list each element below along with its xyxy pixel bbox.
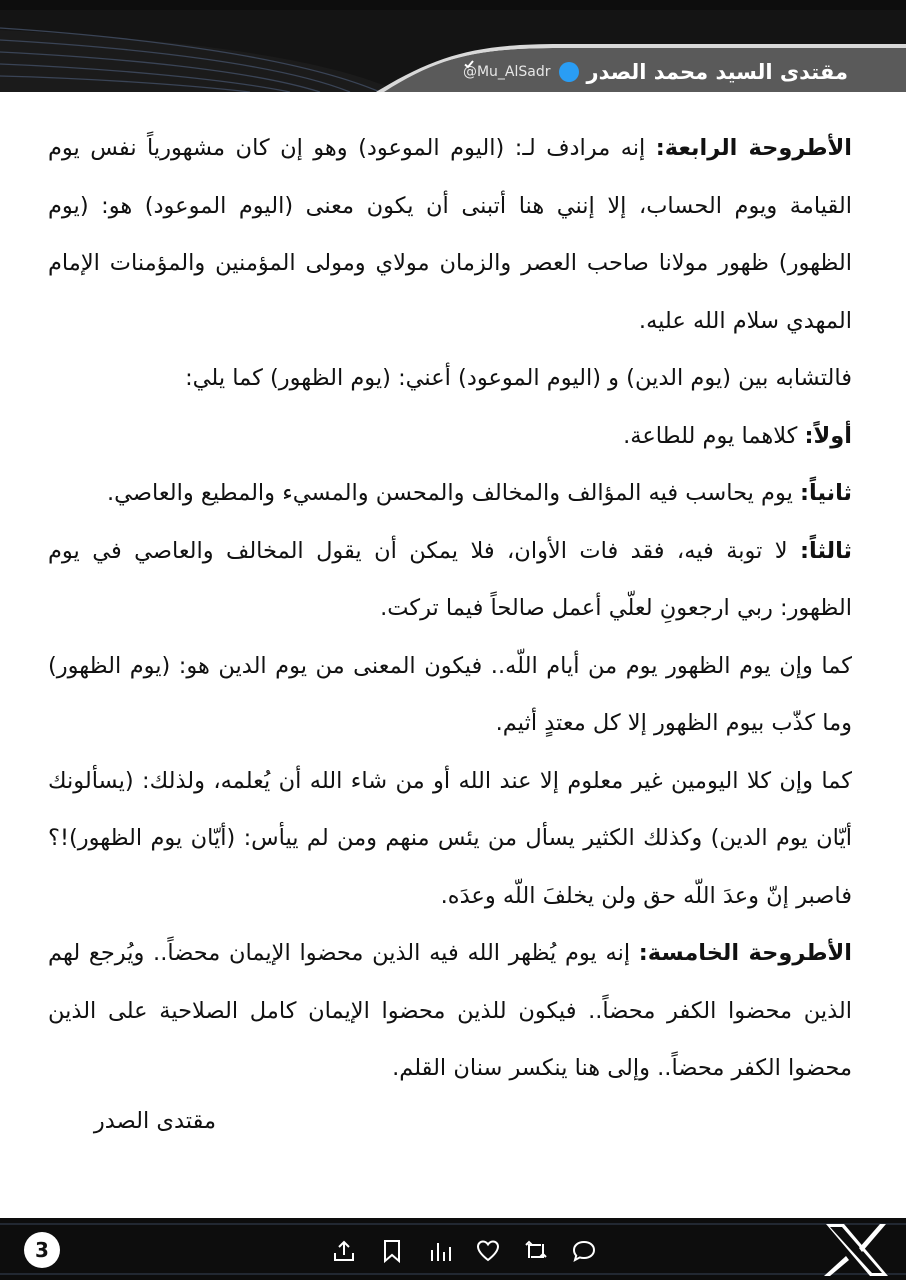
signature: مقتدى الصدر [93,1108,216,1134]
author-name[interactable]: مقتدى السيد محمد الصدر [586,60,848,84]
paragraph-text: لا توبة فيه، فقد فات الأوان، فلا يمكن أن يقول المخالف والعاصي في يوم الظهور: ربي ارجعونِ لعلّي أعمل صالحاً فيما تركت. [48,537,852,621]
post-header [0,0,906,92]
paragraph-text: إنه مرادف لـ: (اليوم الموعود) وهو إن كان مشهورياً نفس يوم القيامة ويوم الحساب، إلا إنني هنا أتبنى أن يكون معنى (اليوم الموعود) هو: (يوم الظهور) ظهور مولانا صاحب العصر والزمان مولاي ومولى المؤمنين والمؤمنات الإمام المهدي سلام الله عليه. [48,135,852,334]
reply-icon[interactable] [570,1237,598,1265]
post-footer [0,1218,906,1280]
paragraph [48,350,852,408]
paragraph-text: فالتشابه بين (يوم الدين) و (اليوم الموعود) أعني: (يوم الظهور) كما يلي: [185,365,852,391]
paragraph-lead: الأطروحة الرابعة: [655,135,852,161]
paragraph-lead: ثانياً: [800,480,852,506]
like-icon[interactable] [474,1237,502,1265]
paragraph [48,925,852,1098]
author-info [463,58,848,86]
paragraph-text: يوم يحاسب فيه المؤالف والمخالف والمحسن والمسيء والمطيع والعاصي. [107,480,801,506]
paragraph [48,753,852,926]
paragraph-lead: أولاً: [804,422,852,449]
views-icon[interactable] [426,1237,454,1265]
paragraph-lead: الأطروحة الخامسة: [638,940,852,966]
bookmark-icon[interactable] [378,1237,406,1265]
x-logo-icon [820,1222,892,1278]
action-bar [330,1236,598,1266]
page-number: 3 [24,1232,60,1268]
post-body [48,120,852,1098]
paragraph [48,638,852,753]
author-handle[interactable]: @Mu_AlSadr [462,64,551,80]
share-icon[interactable] [330,1237,358,1265]
paragraph-text: كما وإن كلا اليومين غير معلوم إلا عند الله أو من شاء الله أن يُعلمه، ولذلك: (يسألونك أيّان يوم الدين) وكذلك الكثير يسأل من يئس منهم ومن لم ييأس: (أيّان يوم الظهور)!؟ فاصبر إنّ وعدَ اللّه حق ولن يخلفَ اللّه وعدَه. [48,767,852,909]
paragraph [48,408,852,466]
repost-icon[interactable] [522,1237,550,1265]
verified-badge-icon [559,62,579,82]
paragraph-text: إنه يوم يُظهر الله فيه الذين محضوا الإيمان محضاً.. ويُرجع لهم الذين محضوا الكفر محضاً.. فيكون للذين محضوا الإيمان كامل الصلاحية على الذين محضوا الكفر محضاً.. وإلى هنا ينكسر سنان القلم. [48,940,852,1081]
paragraph-text: كلاهما يوم للطاعة. [623,422,805,449]
paragraph-text: كما وإن يوم الظهور يوم من أيام اللّه.. فيكون المعنى من يوم الدين هو: (يوم الظهور) وما كذّب بيوم الظهور إلا كل معتدٍ أثيم. [48,652,852,736]
paragraph [48,465,852,523]
paragraph [48,523,852,638]
paragraph [48,120,852,350]
paragraph-lead: ثالثاً: [800,537,852,564]
